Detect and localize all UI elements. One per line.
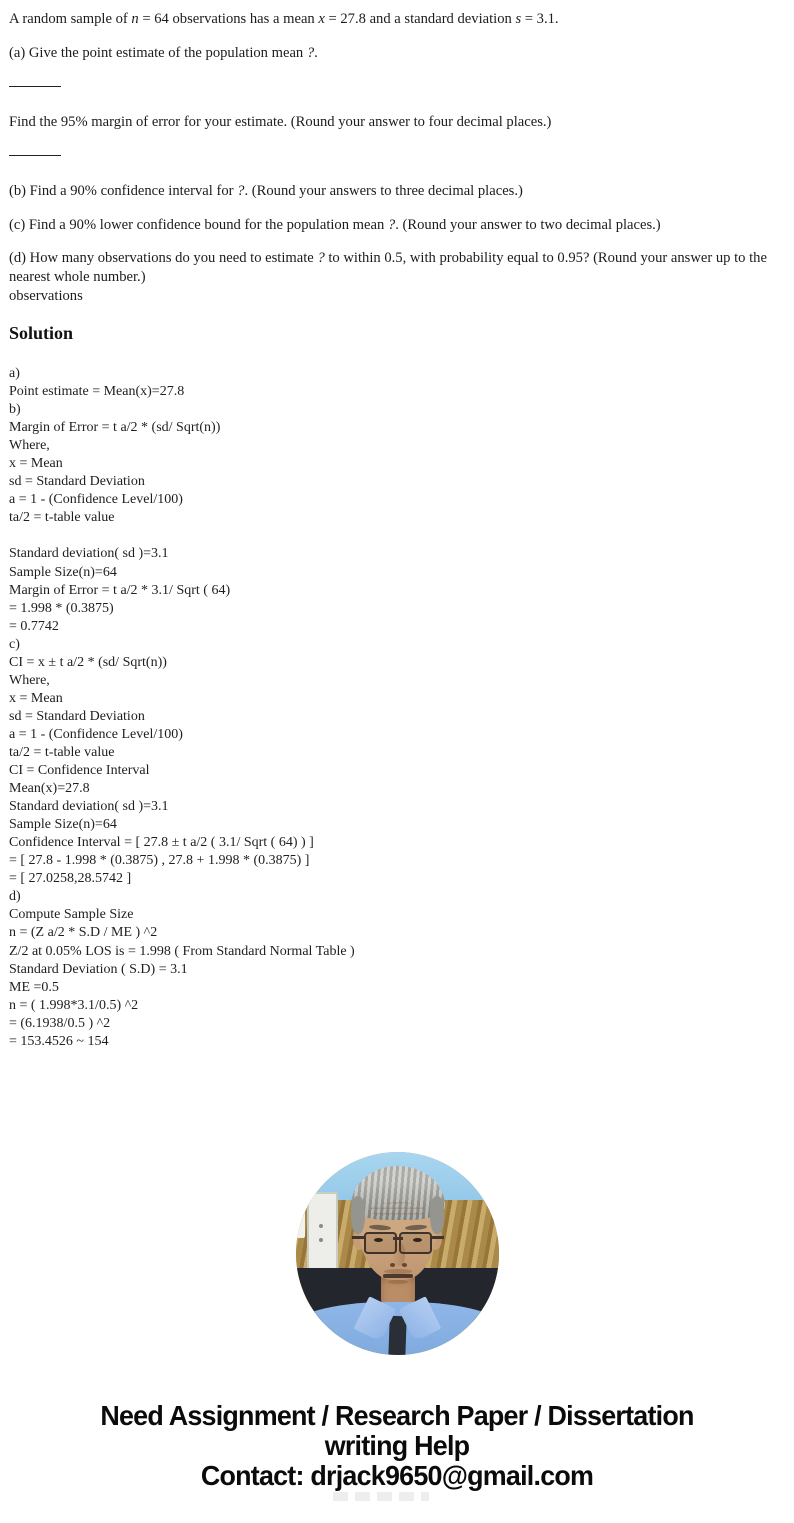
solution-line: = 1.998 * (0.3875) [9, 600, 114, 616]
contact-email-text: Contact: drjack9650@gmail.com [200, 1460, 594, 1491]
solution-line: Confidence Interval = [ 27.8 ± t a/2 ( 3.1/ Sqrt ( 64) ) ] [9, 835, 314, 851]
part-b-tail: . (Round your answers to three decimal places.) [244, 183, 523, 199]
question-part-a [9, 44, 788, 63]
solution-line: ta/2 = t-table value [9, 510, 115, 526]
part-c-tail: . (Round your answer to two decimal places.) [395, 217, 661, 233]
solution-line: Standard deviation( sd )=3.1 [9, 799, 169, 815]
photo-hair-side-right [430, 1196, 444, 1234]
solution-line: Mean(x)=27.8 [9, 781, 90, 797]
solution-line: Where, [9, 438, 50, 454]
mu-placeholder: ? [237, 183, 245, 199]
promo-footer [0, 1401, 794, 1491]
photo-forehead-creases [370, 1202, 426, 1218]
solution-line: Margin of Error = t a/2 * 3.1/ Sqrt ( 64) [9, 582, 231, 598]
promo-line-1: Need Assignment / Research Paper / Dissertation [100, 1400, 694, 1431]
photo-glasses-temple-right [432, 1236, 444, 1239]
question-margin-prompt: Find the 95% margin of error for your estimate. (Round your answer to four decimal places.) [9, 114, 552, 130]
solution-line: Sample Size(n)=64 [9, 564, 117, 580]
solution-line: n = ( 1.998*3.1/0.5) ^2 [9, 997, 139, 1013]
photo-wall-switch [296, 1210, 305, 1238]
question-part-b [9, 182, 788, 201]
question-part-c [9, 216, 788, 235]
solution-line: = [ 27.0258,28.5742 ] [9, 871, 132, 887]
part-d-tail: to within 0.5, with probability equal to 0.95? (Round your answer up to the nearest whole number.) [9, 250, 771, 285]
intro-text-2: = 64 observations has a mean [138, 11, 319, 27]
intro-text-4: = 3.1. [521, 11, 559, 27]
photo-lens-left [364, 1232, 397, 1254]
solution-line: Where, [9, 672, 50, 688]
solution-line: a) [9, 366, 20, 381]
part-a-text: (a) Give the point estimate of the population mean [9, 45, 307, 61]
glasses-icon [362, 1232, 434, 1252]
solution-body [9, 365, 788, 1051]
answer-blank-line-2 [9, 155, 61, 156]
solution-line: a = 1 - (Confidence Level/100) [9, 492, 183, 508]
photo-switch-dots [319, 1224, 323, 1228]
observations-label: observations [9, 288, 83, 304]
solution-line: x = Mean [9, 690, 63, 706]
solution-line: sd = Standard Deviation [9, 474, 145, 490]
solution-line: ta/2 = t-table value [9, 744, 115, 760]
question-intro [9, 10, 788, 29]
solution-line: = 0.7742 [9, 618, 59, 634]
solution-line: ME =0.5 [9, 979, 59, 995]
solution-line: = 153.4526 ~ 154 [9, 1033, 109, 1049]
solution-line: Standard Deviation ( S.D) = 3.1 [9, 961, 188, 977]
photo-chin-shadow [388, 1280, 408, 1284]
intro-text-1: A random sample of [9, 11, 132, 27]
tutor-photo [296, 1152, 499, 1355]
mu-placeholder: ? [306, 45, 315, 61]
solution-line: a = 1 - (Confidence Level/100) [9, 726, 183, 742]
solution-line: = [ 27.8 - 1.998 * (0.3875) , 27.8 + 1.998 * (0.3875) ] [9, 853, 310, 869]
faded-watermark [333, 1492, 429, 1501]
solution-line: x = Mean [9, 456, 63, 472]
solution-line: Point estimate = Mean(x)=27.8 [9, 384, 185, 400]
question-part-d [9, 249, 788, 287]
promo-line-2: writing Help [324, 1430, 470, 1461]
photo-glasses-temple-left [352, 1236, 364, 1239]
solution-line [9, 527, 788, 545]
solution-line: sd = Standard Deviation [9, 708, 145, 724]
var-x: x [318, 11, 325, 27]
solution-line: Margin of Error = t a/2 * (sd/ Sqrt(n)) [9, 420, 221, 436]
solution-line: CI = Confidence Interval [9, 763, 150, 779]
photo-mouth [383, 1274, 413, 1278]
solution-line: Z/2 at 0.05% LOS is = 1.998 ( From Standard Normal Table ) [9, 943, 355, 959]
solution-line: Standard deviation( sd )=3.1 [9, 546, 169, 562]
solution-line: Compute Sample Size [9, 907, 134, 923]
part-b-text: (b) Find a 90% confidence interval for [9, 183, 238, 199]
part-c-text: (c) Find a 90% lower confidence bound for the population mean [9, 217, 388, 233]
photo-nostrils [390, 1263, 395, 1267]
intro-text-3: = 27.8 and a standard deviation [324, 11, 516, 27]
part-d-text: (d) How many observations do you need to estimate [9, 250, 318, 266]
mu-placeholder: ? [317, 250, 325, 266]
solution-line: Sample Size(n)=64 [9, 817, 117, 833]
solution-line: d) [9, 889, 21, 905]
var-s: s [515, 11, 522, 27]
photo-hair-side-left [351, 1196, 365, 1234]
solution-heading: Solution [9, 323, 74, 343]
mu-placeholder: ? [387, 217, 396, 233]
question-and-solution [9, 10, 788, 1051]
part-a-period: . [314, 45, 318, 61]
photo-glasses-bridge [393, 1237, 403, 1240]
solution-line: CI = x ± t a/2 * (sd/ Sqrt(n)) [9, 654, 167, 670]
solution-line: c) [9, 636, 20, 652]
solution-line: b) [9, 402, 21, 418]
photo-lens-right [399, 1232, 432, 1254]
answer-blank-line-1 [9, 86, 61, 87]
var-n: n [131, 11, 139, 27]
solution-line: n = (Z a/2 * S.D / ME ) ^2 [9, 925, 158, 941]
solution-line: = (6.1938/0.5 ) ^2 [9, 1015, 111, 1031]
